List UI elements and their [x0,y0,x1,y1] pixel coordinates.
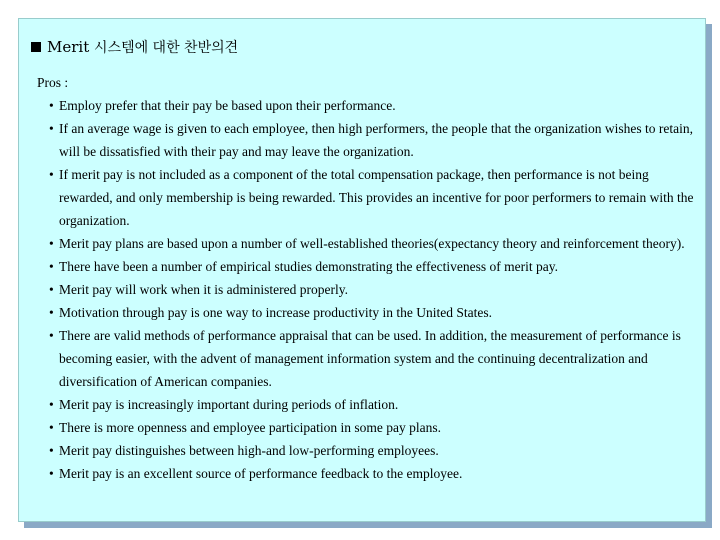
slide-title [31,37,238,57]
list-item-text: Merit pay is increasingly important during periods of inflation. [59,397,399,412]
list-item-text: Merit pay will work when it is administered properly. [59,282,348,297]
list-item [49,393,697,416]
bullet-dot-icon: • [49,282,54,297]
bullet-dot-icon: • [49,259,54,274]
title-korean: 시스템에 대한 찬반의견 [94,40,239,56]
list-item-text: If an average wage is given to each employee, then high performers, the people that the organization wishes to retain, will be dissatisfied with their pay and may leave the organization. [59,121,694,159]
list-item-text: Merit pay plans are based upon a number of well-established theories(expectancy theory and reinforcement theory). [59,236,685,251]
bullet-dot-icon: • [49,420,54,435]
bullet-dot-icon: • [49,121,54,136]
title-english: Merit [47,38,90,56]
bullet-dot-icon: • [49,167,54,182]
content-panel [18,18,706,522]
list-item [49,301,697,324]
slide-body [37,71,697,485]
list-item [49,232,697,255]
bullet-dot-icon: • [49,236,54,251]
list-item [49,439,697,462]
list-item-text: Employ prefer that their pay be based upon their performance. [59,98,396,113]
pros-list [37,94,697,485]
list-item [49,163,697,232]
list-item [49,324,697,393]
list-item [49,462,697,485]
list-item [49,278,697,301]
list-item-text: If merit pay is not included as a component of the total compensation package, then performance is not being rewarded, and only membership is being rewarded. This provides an incentive for poor performers to remain with the organization. [59,167,694,228]
bullet-dot-icon: • [49,328,54,343]
bullet-dot-icon: • [49,466,54,481]
list-item [49,255,697,278]
list-item-text: Merit pay distinguishes between high-and low-performing employees. [59,443,439,458]
pros-label: Pros : [37,75,69,90]
list-item [49,117,697,163]
list-item-text: There are valid methods of performance appraisal that can be used. In addition, the measurement of performance is becoming easier, with the advent of management information system and the continuing decentralization and diversification of American companies. [59,328,681,389]
list-item [49,94,697,117]
list-item-text: Motivation through pay is one way to increase productivity in the United States. [59,305,493,320]
bullet-dot-icon: • [49,443,54,458]
square-bullet-icon [31,42,41,52]
bullet-dot-icon: • [49,98,54,113]
bullet-dot-icon: • [49,305,54,320]
bullet-dot-icon: • [49,397,54,412]
list-item-text: There is more openness and employee participation in some pay plans. [59,420,442,435]
list-item-text: Merit pay is an excellent source of performance feedback to the employee. [59,466,463,481]
list-item [49,416,697,439]
list-item-text: There have been a number of empirical studies demonstrating the effectiveness of merit pay. [59,259,558,274]
